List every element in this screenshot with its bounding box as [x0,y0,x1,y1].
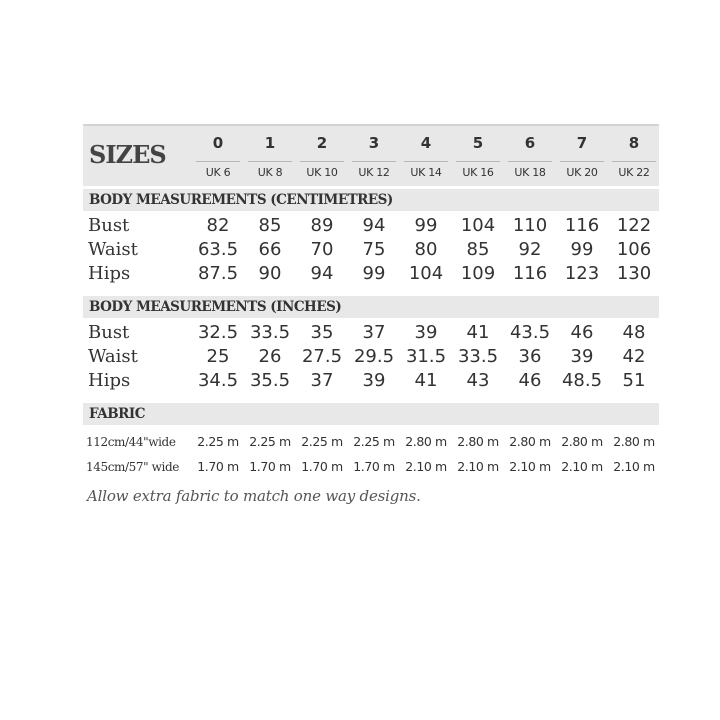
measurement-value: 29.5 [353,346,395,367]
measurement-value: 123 [564,263,600,284]
measurement-value: 80 [414,239,438,260]
measurement-value: 106 [616,239,652,260]
row-label: Waist [88,239,138,260]
fabric-amount: 1.70 m [197,459,239,474]
size-uk-label: UK 12 [352,161,396,179]
measurement-row [83,346,659,370]
measurement-value: 99 [362,263,386,284]
size-number: 7 [576,134,588,152]
measurement-value: 87.5 [197,263,239,284]
measurement-value: 63.5 [197,239,239,260]
measurement-value: 116 [564,215,600,236]
measurement-value: 34.5 [197,370,239,391]
measurement-value: 33.5 [249,322,291,343]
fabric-amount: 2.80 m [561,434,603,449]
measurement-value: 39 [570,346,594,367]
fabric-amount: 1.70 m [249,459,291,474]
fabric-section-heading-text: FABRIC [89,406,145,422]
measurement-value: 31.5 [405,346,447,367]
measurement-value: 42 [622,346,646,367]
fabric-note: Allow extra fabric to match one way designs. [87,487,421,505]
fabric-amount: 2.10 m [561,459,603,474]
measurement-value: 116 [512,263,548,284]
size-number: 6 [524,134,536,152]
measurement-value: 43 [466,370,490,391]
sizes-header [83,126,659,186]
measurement-value: 46 [518,370,542,391]
size-number: 4 [420,134,432,152]
measurement-value: 41 [466,322,490,343]
measurement-value: 90 [258,263,282,284]
fabric-amount: 2.25 m [197,434,239,449]
measurement-value: 75 [362,239,386,260]
measurement-value: 66 [258,239,282,260]
measurement-value: 85 [466,239,490,260]
size-number: 8 [628,134,640,152]
measurement-value: 92 [518,239,542,260]
measurement-row [83,370,659,394]
measurement-value: 130 [616,263,652,284]
size-uk-label: UK 14 [404,161,448,179]
size-uk-label: UK 6 [196,161,240,179]
fabric-amount: 2.10 m [613,459,655,474]
size-number: 2 [316,134,328,152]
measurement-value: 39 [414,322,438,343]
fabric-row [83,459,659,479]
measurement-value: 99 [414,215,438,236]
size-uk-label: UK 18 [508,161,552,179]
size-uk-label: UK 10 [300,161,344,179]
measurement-value: 33.5 [457,346,499,367]
size-number: 5 [472,134,484,152]
size-uk-label: UK 22 [612,161,656,179]
fabric-amount: 2.25 m [301,434,343,449]
fabric-amount: 2.80 m [457,434,499,449]
measurement-row [83,239,659,263]
fabric-amount: 1.70 m [301,459,343,474]
measurement-value: 35.5 [249,370,291,391]
size-uk-label: UK 8 [248,161,292,179]
measurement-value: 99 [570,239,594,260]
measurement-value: 48 [622,322,646,343]
size-number: 1 [264,134,276,152]
measurement-value: 104 [460,215,496,236]
in-section-heading [83,296,659,318]
measurement-row [83,322,659,346]
fabric-section-heading [83,403,659,425]
measurement-value: 41 [414,370,438,391]
measurement-value: 39 [362,370,386,391]
row-label: Hips [88,370,131,391]
fabric-amount: 2.10 m [509,459,551,474]
measurement-value: 122 [616,215,652,236]
measurement-value: 94 [362,215,386,236]
fabric-amount: 2.80 m [613,434,655,449]
size-number: 0 [212,134,224,152]
measurement-value: 110 [512,215,548,236]
row-label: Waist [88,346,138,367]
measurement-value: 43.5 [509,322,551,343]
measurement-value: 46 [570,322,594,343]
size-number: 3 [368,134,380,152]
fabric-width-label: 112cm/44"wide [86,435,176,449]
measurement-value: 89 [310,215,334,236]
fabric-row [83,434,659,454]
fabric-amount: 2.80 m [509,434,551,449]
measurement-value: 109 [460,263,496,284]
measurement-value: 48.5 [561,370,603,391]
size-uk-label: UK 16 [456,161,500,179]
measurement-value: 51 [622,370,646,391]
measurement-value: 37 [310,370,334,391]
measurement-row [83,215,659,239]
measurement-value: 85 [258,215,282,236]
fabric-amount: 2.80 m [405,434,447,449]
measurement-value: 104 [408,263,444,284]
size-uk-label: UK 20 [560,161,604,179]
fabric-width-label: 145cm/57" wide [86,460,179,474]
measurement-value: 35 [310,322,334,343]
fabric-amount: 1.70 m [353,459,395,474]
fabric-amount: 2.10 m [405,459,447,474]
measurement-value: 25 [206,346,230,367]
fabric-amount: 2.10 m [457,459,499,474]
measurement-value: 94 [310,263,334,284]
measurement-value: 36 [518,346,542,367]
row-label: Bust [88,322,130,343]
measurement-value: 37 [362,322,386,343]
measurement-value: 32.5 [197,322,239,343]
measurement-value: 82 [206,215,230,236]
fabric-amount: 2.25 m [249,434,291,449]
measurement-row [83,263,659,287]
measurement-value: 70 [310,239,334,260]
cm-section-heading-text: BODY MEASUREMENTS (CENTIMETRES) [89,192,393,208]
row-label: Hips [88,263,131,284]
fabric-amount: 2.25 m [353,434,395,449]
in-section-heading-text: BODY MEASUREMENTS (INCHES) [89,299,342,315]
measurement-value: 26 [258,346,282,367]
row-label: Bust [88,215,130,236]
sizes-title: SIZES [89,140,166,169]
cm-section-heading [83,189,659,211]
measurement-value: 27.5 [301,346,343,367]
